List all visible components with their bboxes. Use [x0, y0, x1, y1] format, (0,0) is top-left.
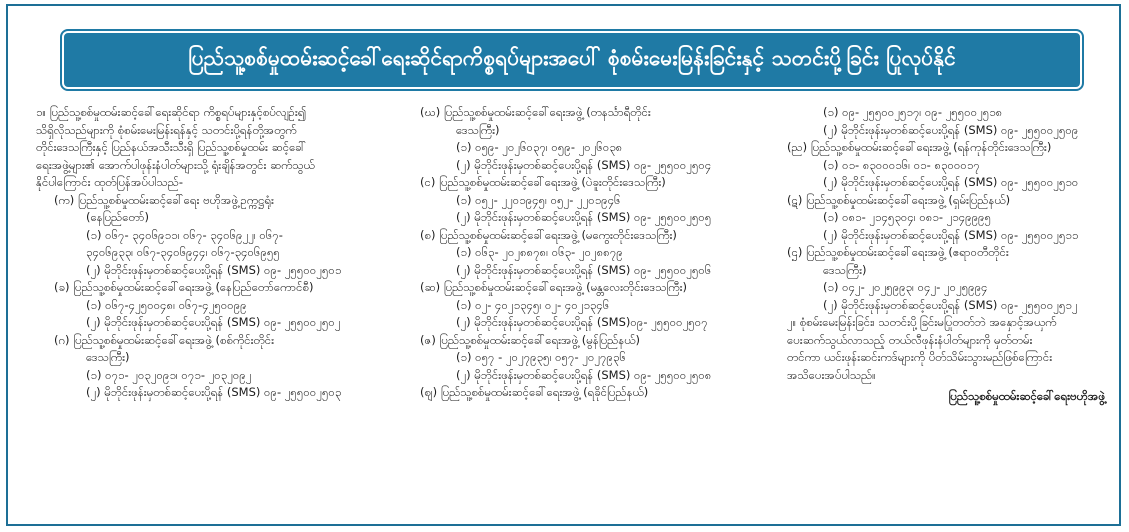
phone-line: (၁) ၀၄၂- ၂၀၂၅၉၉၃၊ ၀၄၂- ၂၀၂၅၉၉၄	[823, 280, 988, 294]
phone-line: (၁) ၀၆၇-၄၂၅၀၀၄၈၊ ၀၆၇-၄၂၅၀၀၉၉	[86, 297, 247, 312]
paragraph-1-line: ၁။ ပြည်သူ့စစ်မှုထမ်းဆင့်ခေါ်ရေးဆိုင်ရာ ကိစ္စရပ်များနှင့်စပ်လျဉ်း၍	[36, 105, 307, 119]
office-heading: (ဂ) ပြည်သူ့စစ်မှုထမ်းဆင့်ခေါ်ရေးအဖွဲ့ (စစ်ကိုင်းတိုင်း	[54, 332, 275, 347]
paragraph-2-line: တင်ကာ ယင်းဖုန်းဆင်းကဒ်များကို ပိတ်သိမ်းသွားမည်ဖြစ်ကြောင်း	[787, 350, 1053, 364]
paragraph-2-line: အသိပေးအပ်ပါသည်။	[787, 367, 876, 382]
column-2	[420, 104, 780, 402]
office-heading: (စ) ပြည်သူ့စစ်မှုထမ်းဆင့်ခေါ်ရေးအဖွဲ့ (မကွေးတိုင်းဒေသကြီး)	[420, 227, 677, 242]
phone-line: (၁) ၀၉- ၂၅၅၀၀၂၅၁၇၊ ၀၉- ၂၅၅၀၀၂၅၁၈	[823, 105, 1003, 119]
paragraph-1-line: ရေးအဖွဲ့များ၏ အောက်ပါဖုန်းနံပါတ်များသို့ ရုံးချိန်အတွင်း ဆက်သွယ်	[36, 157, 315, 172]
paragraph-1-line: တိုင်းဒေသကြီးနှင့် ပြည်နယ်အသီးသီးရှိ ပြည်သူ့စစ်မှုထမ်း ဆင့်ခေါ်	[36, 140, 307, 154]
office-heading: (ဋ) ပြည်သူ့စစ်မှုထမ်းဆင့်ခေါ်ရေးအဖွဲ့ (ရှမ်းပြည်နယ်)	[787, 192, 1011, 207]
column-3	[787, 104, 1123, 406]
sms-line: (၂) မိုဘိုင်းဖုန်းမှတစ်ဆင့်ပေးပို့ရန် (SMS) ၀၉- ၂၅၅၀၀၂၅၁၁	[823, 227, 1079, 242]
office-heading: (ဆ) ပြည်သူ့စစ်မှုထမ်းဆင့်ခေါ်ရေးအဖွဲ့ (မန္တလေးတိုင်းဒေသကြီး)	[420, 280, 688, 294]
paragraph-1-line: နိုင်ပါကြောင်း ထုတ်ပြန်အပ်ပါသည်-	[36, 175, 184, 189]
phone-line: (၁) ၀၈၁- ၂၁၄၅၃၀၄၊ ၀၈၁- ၂၁၄၉၉၉၅	[823, 210, 992, 224]
paragraph-1-line: သိရှိလိုသည်များကို စုံစမ်းမေးမြန်းရန်နှင့် သတင်းပို့ရန်တို့အတွက်	[36, 122, 297, 137]
sms-line: (၂) မိုဘိုင်းဖုန်းမှတစ်ဆင့်ပေးပို့ရန် (SMS) ၀၉- ၂၅၅၀၀၂၅၀၈	[456, 367, 712, 382]
phone-line: (၁) ၀၂- ၄၀၂၁၃၄၅၊ ၀၂- ၄၀၂၁၃၄၆	[456, 297, 610, 312]
sms-line: (၂) မိုဘိုင်းဖုန်းမှတစ်ဆင့်ပေးပို့ရန် (SMS) ၀၉- ၂၅၅၀၀၂၅၁၀	[823, 175, 1079, 189]
phone-line: (၁) ၀၆၇- ၃၄၀၆၉၁၁၊ ၀၆၇- ၃၄၀၆၉၂၂၊ ၀၆၇-	[86, 227, 283, 242]
office-heading-cont: ဒေသကြီး)	[86, 350, 130, 364]
office-heading-cont: (နေပြည်တော်)	[86, 210, 149, 224]
phone-line: (၁) ၀၅၉- ၂၀၂၆၀၃၇၊ ၀၅၉- ၂၀၂၆၀၃၈	[456, 140, 623, 154]
office-heading: (ဃ) ပြည်သူ့စစ်မှုထမ်းဆင့်ခေါ်ရေးအဖွဲ့ (တနင်္သာရီတိုင်း	[420, 105, 651, 119]
office-heading-cont: ဒေသကြီး)	[823, 262, 867, 277]
notice-title: ပြည်သူ့စစ်မှုထမ်းဆင့်ခေါ်ရေးဆိုင်ရာကိစ္စရပ်များအပေါ် စုံစမ်းမေးမြန်းခြင်းနှင့် သတင်းပို့ခြင်း ပြုလုပ်နိုင်	[188, 45, 956, 70]
office-heading: (ဇ) ပြည်သူ့စစ်မှုထမ်းဆင့်ခေါ်ရေးအဖွဲ့ (မွန်ပြည်နယ်)	[420, 332, 641, 347]
office-heading: (င) ပြည်သူ့စစ်မှုထမ်းဆင့်ခေါ်ရေးအဖွဲ့ (ပဲခူးတိုင်းဒေသကြီး)	[420, 175, 666, 189]
phone-line: (၁) ၀၇၁- ၂၀၃၂၀၉၁၊ ၀၇၁- ၂၀၃၂၀၉၂	[86, 367, 252, 382]
sms-line: (၂) မိုဘိုင်းဖုန်းမှတစ်ဆင့်ပေးပို့ရန် (SMS) ၀၉- ၂၅၅၀၀၂၅၀၆	[456, 262, 712, 277]
sms-line: (၂) မိုဘိုင်းဖုန်းမှတစ်ဆင့်ပေးပို့ရန် (SMS) ၀၉- ၂၅၅၀၀၂၅၀၃	[86, 385, 342, 399]
paragraph-2-line: ပေးဆက်သွယ်လာသည့် တယ်လီဖုန်းနံပါတ်များကို မှတ်တမ်း	[787, 332, 1033, 347]
sms-line: (၂) မိုဘိုင်းဖုန်းမှတစ်ဆင့်ပေးပို့ရန် (SMS) ၀၉- ၂၅၅၀၀၂၅၀၅	[456, 210, 712, 224]
signature: ပြည်သူ့စစ်မှုထမ်းဆင့်ခေါ်ရေးဗဟိုအဖွဲ့	[948, 389, 1105, 403]
phone-line: (၁) ၀၁- ၈၃၀၀၀၁၆၊ ၀၁- ၈၃၀၀၀၁၇	[823, 157, 980, 172]
sms-line: (၂) မိုဘိုင်းဖုန်းမှတစ်ဆင့်ပေးပို့ရန် (SMS) ၀၉- ၂၅၅၀၀၂၅၀၉	[823, 122, 1079, 137]
office-heading-cont: ဒေသကြီး)	[456, 122, 500, 137]
sms-line: (၂) မိုဘိုင်းဖုန်းမှတစ်ဆင့်ပေးပို့ရန် (SMS) ၀၉- ၂၅၅၀၀၂၅၀၂	[86, 315, 341, 329]
notice-frame	[6, 4, 1121, 526]
phone-line: (၁) ၀၅၂- ၂၂၀၁၉၄၅၊ ၀၅၂- ၂၂၀၁၉၄၆	[456, 192, 621, 207]
office-heading: (ခ) ပြည်သူ့စစ်မှုထမ်းဆင့်ခေါ်ရေးအဖွဲ့ (နေပြည်တော်ကောင်စီ)	[54, 280, 314, 294]
office-heading: (က) ပြည်သူ့စစ်မှုထမ်းဆင့်ခေါ်ရေး ဗဟိုအဖွဲ့ဥက္ကဋ္ဌရုံး	[54, 192, 274, 207]
sms-line: (၂) မိုဘိုင်းဖုန်းမှတစ်ဆင့်ပေးပို့ရန် (SMS) ၀၉- ၂၅၅၀၀၂၅၁၂	[823, 297, 1078, 312]
sms-line: (၂) မိုဘိုင်းဖုန်းမှတစ်ဆင့်ပေးပို့ရန် (SMS) ၀၉- ၂၅၅၀၀၂၅၀၄	[456, 157, 712, 172]
title-banner	[62, 31, 1082, 89]
column-1	[36, 104, 411, 402]
office-heading: (ဌ) ပြည်သူ့စစ်မှုထမ်းဆင့်ခေါ်ရေးအဖွဲ့ (ဧရာဝတီတိုင်း	[787, 245, 1009, 259]
sms-line: (၂) မိုဘိုင်းဖုန်းမှတစ်ဆင့်ပေးပို့ရန် (SMS) ၀၉- ၂၅၅၀၀၂၅၀၁	[86, 262, 342, 277]
office-heading: (ည) ပြည်သူ့စစ်မှုထမ်းဆင့်ခေါ်ရေးအဖွဲ့ (ရန်ကုန်တိုင်းဒေသကြီး)	[787, 140, 1052, 154]
phone-line: ၃၄၀၆၉၃၃၊ ၀၆၇-၃၄၀၆၉၄၄၊ ၀၆၇-၃၄၀၆၉၅၅	[86, 245, 280, 259]
paragraph-2-line: ၂။ စုံစမ်းမေးမြန်းခြင်း၊ သတင်းပို့ခြင်းမပြုတတ်ဘဲ အနှောင့်အယှက်	[787, 315, 1057, 329]
phone-line: (၁) ၀၅၇ - ၂၀၂၇၉၃၅၊ ၀၅၇- ၂၀၂၇၉၃၆	[456, 350, 626, 364]
office-heading: (ဈ) ပြည်သူ့စစ်မှုထမ်းဆင့်ခေါ်ရေးအဖွဲ့ (ရခိုင်ပြည်နယ်)	[420, 385, 649, 399]
sms-line: (၂) မိုဘိုင်းဖုန်းမှတစ်ဆင့်ပေးပို့ရန် (SMS)၀၉- ၂၅၅၀၀၂၅၀၇	[456, 315, 708, 329]
phone-line: (၁) ၀၆၃- ၂၀၂၈၈၇၈၊ ၀၆၃- ၂၀၂၈၈၇၉	[456, 245, 623, 259]
